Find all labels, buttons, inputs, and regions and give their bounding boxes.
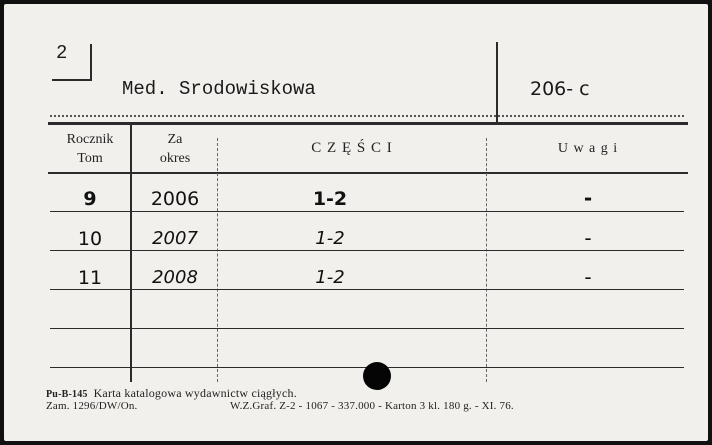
catalog-card (4, 4, 708, 441)
punch-hole (363, 362, 391, 390)
number-box-right-border (90, 44, 92, 80)
card-title: Med. Srodowiskowa (122, 78, 316, 100)
row-1-czesci: 1-2 (312, 188, 348, 210)
row-1-uwagi: - (583, 186, 593, 210)
form-code: Pu-B-145 (46, 389, 88, 400)
row-3-uwagi: - (584, 265, 592, 289)
card-number: 2 (56, 42, 68, 64)
footer-line-1 (46, 386, 297, 401)
title-underline (50, 115, 684, 117)
row-2-okres: 2007 (152, 228, 198, 249)
call-number: 206- c (530, 78, 590, 100)
footer-line-2-left: Zam. 1296/DW/On. (46, 400, 138, 412)
row-1-rocznik: 9 (83, 188, 97, 210)
header-bottom-rule (48, 172, 688, 174)
row-2-uwagi: - (584, 226, 592, 250)
row-rule (50, 250, 684, 251)
col-sep-3 (486, 138, 487, 382)
row-2-czesci: 1-2 (315, 228, 345, 249)
header-rocznik: Rocznik Tom (66, 132, 114, 166)
row-3-rocznik: 11 (77, 267, 103, 289)
header-czesci: C Z Ę Ś C I (311, 140, 393, 156)
row-3-okres: 2008 (152, 267, 198, 288)
row-3-czesci: 1-2 (315, 267, 345, 288)
number-box-bottom-border (52, 79, 92, 81)
footer-line-2-right: W.Z.Graf. Z-2 - 1067 - 337.000 - Karton 3 kl. 180 g. - XI. 76. (230, 400, 514, 412)
row-rule (50, 211, 684, 212)
header-uwagi: U w a g i (557, 141, 619, 156)
col-sep-2 (217, 138, 218, 382)
header-okres: Za okres (159, 132, 191, 166)
form-description: Karta katalogowa wydawnictw ciągłych. (93, 386, 297, 400)
table-top-rule (48, 122, 688, 125)
signature-divider (496, 42, 498, 124)
row-2-rocznik: 10 (77, 228, 103, 250)
row-rule (50, 289, 684, 290)
row-1-okres: 2006 (150, 188, 200, 210)
row-rule (50, 328, 684, 329)
